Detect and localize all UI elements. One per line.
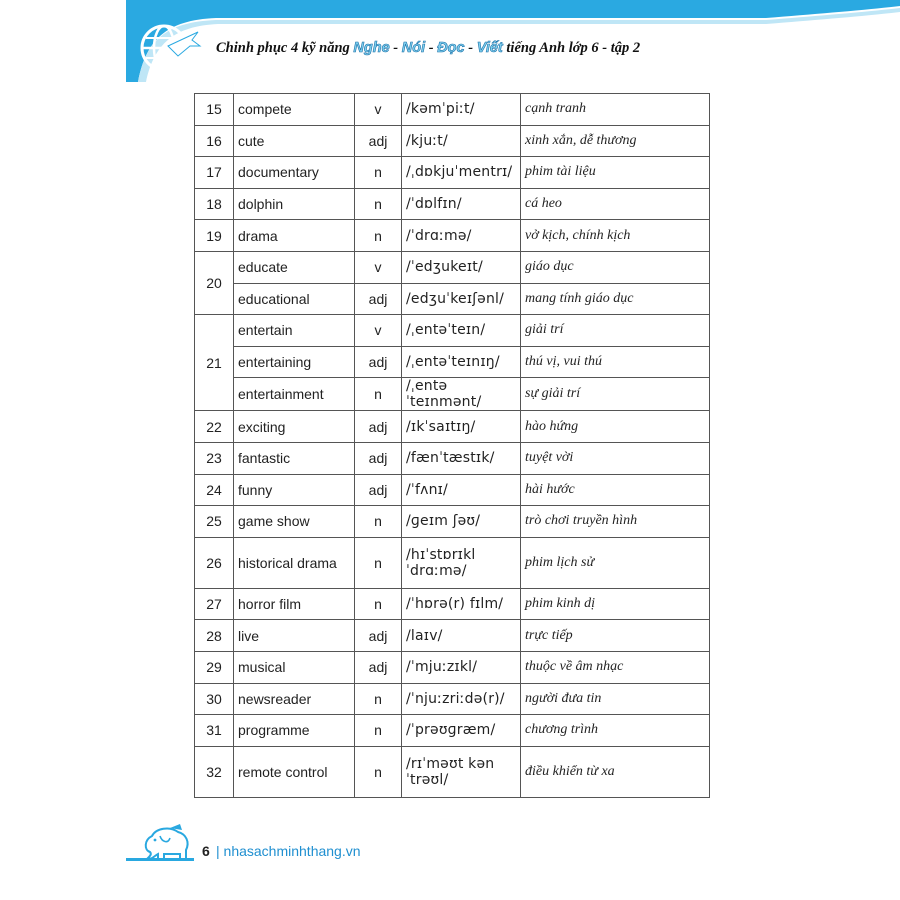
part-of-speech-cell: adj <box>355 651 402 683</box>
table-row <box>195 125 710 157</box>
row-number: 15 <box>195 94 234 126</box>
meaning-cell: tuyệt vời <box>521 442 710 474</box>
pronunciation-cell: /ˌdɒkjuˈmentrɪ/ <box>402 157 521 189</box>
word-cell: fantastic <box>234 442 355 474</box>
skill-sep-2: - <box>425 40 438 56</box>
word-cell: musical <box>234 651 355 683</box>
skill-speak: Nói <box>401 40 426 56</box>
table-row <box>195 537 710 588</box>
meaning-cell: phim lịch sử <box>521 537 710 588</box>
part-of-speech-cell: n <box>355 715 402 747</box>
page-number: 6 <box>202 843 210 859</box>
pronunciation-cell: /ˈfʌnɪ/ <box>402 474 521 506</box>
row-number: 17 <box>195 157 234 189</box>
skill-listen: Nghe <box>353 40 390 56</box>
pronunciation-cell: /edʒuˈkeɪʃənl/ <box>402 283 521 315</box>
skill-sep-1: - <box>389 40 402 56</box>
part-of-speech-cell: n <box>355 506 402 538</box>
row-number: 20 <box>195 251 234 314</box>
meaning-cell: giải trí <box>521 315 710 347</box>
part-of-speech-cell: n <box>355 157 402 189</box>
header-title <box>216 40 640 57</box>
table-row <box>195 283 710 315</box>
pronunciation-cell: /ˌentəˈteɪnɪŋ/ <box>402 346 521 378</box>
pronunciation-cell: /fænˈtæstɪk/ <box>402 442 521 474</box>
table-row <box>195 346 710 378</box>
word-cell: horror film <box>234 588 355 620</box>
pronunciation-cell: /ˈprəʊɡræm/ <box>402 715 521 747</box>
part-of-speech-cell: v <box>355 315 402 347</box>
website-link[interactable]: | nhasachminhthang.vn <box>216 843 361 859</box>
title-suffix: tiếng Anh lớp 6 - tập 2 <box>502 40 641 56</box>
row-number: 27 <box>195 588 234 620</box>
meaning-cell: điều khiển từ xa <box>521 746 710 797</box>
meaning-cell: hài hước <box>521 474 710 506</box>
table-row <box>195 251 710 283</box>
part-of-speech-cell: adj <box>355 411 402 443</box>
meaning-cell: hào hứng <box>521 411 710 443</box>
pronunciation-cell: /ˈdɒlfɪn/ <box>402 188 521 220</box>
part-of-speech-cell: adj <box>355 620 402 652</box>
word-cell: dolphin <box>234 188 355 220</box>
part-of-speech-cell: n <box>355 220 402 252</box>
pronunciation-cell: /kəmˈpiːt/ <box>402 94 521 126</box>
word-cell: programme <box>234 715 355 747</box>
word-cell: live <box>234 620 355 652</box>
part-of-speech-cell: v <box>355 94 402 126</box>
footer-accent-line <box>126 858 194 861</box>
word-cell: cute <box>234 125 355 157</box>
meaning-cell: xinh xắn, dễ thương <box>521 125 710 157</box>
table-row <box>195 188 710 220</box>
word-cell: funny <box>234 474 355 506</box>
table-row <box>195 651 710 683</box>
skill-sep-3: - <box>464 40 477 56</box>
row-number: 29 <box>195 651 234 683</box>
pronunciation-cell: /ˈnjuːzriːdə(r)/ <box>402 683 521 715</box>
meaning-cell: chương trình <box>521 715 710 747</box>
meaning-cell: sự giải trí <box>521 378 710 411</box>
part-of-speech-cell: n <box>355 683 402 715</box>
part-of-speech-cell: v <box>355 251 402 283</box>
meaning-cell: cá heo <box>521 188 710 220</box>
word-cell: entertainment <box>234 378 355 411</box>
word-cell: entertaining <box>234 346 355 378</box>
word-cell: historical drama <box>234 537 355 588</box>
part-of-speech-cell: n <box>355 188 402 220</box>
part-of-speech-cell: n <box>355 746 402 797</box>
vocabulary-table <box>194 93 710 798</box>
table-row <box>195 683 710 715</box>
globe-plane-icon <box>134 16 202 78</box>
table-row <box>195 315 710 347</box>
row-number: 21 <box>195 315 234 411</box>
table-row <box>195 157 710 189</box>
word-cell: game show <box>234 506 355 538</box>
part-of-speech-cell: adj <box>355 283 402 315</box>
meaning-cell: vở kịch, chính kịch <box>521 220 710 252</box>
skill-read: Đọc <box>437 40 465 56</box>
part-of-speech-cell: n <box>355 537 402 588</box>
table-row <box>195 588 710 620</box>
row-number: 28 <box>195 620 234 652</box>
table-row <box>195 620 710 652</box>
meaning-cell: trực tiếp <box>521 620 710 652</box>
word-cell: drama <box>234 220 355 252</box>
meaning-cell: mang tính giáo dục <box>521 283 710 315</box>
table-row <box>195 411 710 443</box>
pronunciation-cell: /laɪv/ <box>402 620 521 652</box>
word-cell: compete <box>234 94 355 126</box>
meaning-cell: trò chơi truyền hình <box>521 506 710 538</box>
pronunciation-cell: /kjuːt/ <box>402 125 521 157</box>
meaning-cell: phim tài liệu <box>521 157 710 189</box>
pronunciation-cell: /ɪkˈsaɪtɪŋ/ <box>402 411 521 443</box>
table-row <box>195 378 710 411</box>
pronunciation-cell: /ˌentəˈteɪnmənt/ <box>402 378 521 411</box>
table-row <box>195 220 710 252</box>
part-of-speech-cell: adj <box>355 346 402 378</box>
pronunciation-cell: /rɪˈməʊt kənˈtrəʊl/ <box>402 746 521 797</box>
meaning-cell: phim kinh dị <box>521 588 710 620</box>
part-of-speech-cell: adj <box>355 474 402 506</box>
word-cell: exciting <box>234 411 355 443</box>
pronunciation-cell: /ɡeɪm ʃəʊ/ <box>402 506 521 538</box>
word-cell: remote control <box>234 746 355 797</box>
table-row <box>195 94 710 126</box>
row-number: 26 <box>195 537 234 588</box>
row-number: 31 <box>195 715 234 747</box>
row-number: 25 <box>195 506 234 538</box>
pronunciation-cell: /ˈhɒrə(r) fɪlm/ <box>402 588 521 620</box>
part-of-speech-cell: adj <box>355 125 402 157</box>
word-cell: documentary <box>234 157 355 189</box>
table-row <box>195 506 710 538</box>
table-row <box>195 442 710 474</box>
skill-write: Viết <box>476 40 503 56</box>
table-row <box>195 474 710 506</box>
word-cell: educate <box>234 251 355 283</box>
row-number: 24 <box>195 474 234 506</box>
part-of-speech-cell: n <box>355 588 402 620</box>
part-of-speech-cell: n <box>355 378 402 411</box>
meaning-cell: giáo dục <box>521 251 710 283</box>
row-number: 32 <box>195 746 234 797</box>
meaning-cell: thú vị, vui thú <box>521 346 710 378</box>
row-number: 23 <box>195 442 234 474</box>
row-number: 19 <box>195 220 234 252</box>
row-number: 16 <box>195 125 234 157</box>
pronunciation-cell: /hɪˈstɒrɪkl ˈdrɑːmə/ <box>402 537 521 588</box>
row-number: 22 <box>195 411 234 443</box>
title-prefix: Chinh phục 4 kỹ năng <box>216 40 354 56</box>
pronunciation-cell: /ˈdrɑːmə/ <box>402 220 521 252</box>
pronunciation-cell: /ˈmjuːzɪkl/ <box>402 651 521 683</box>
pronunciation-cell: /ˌentəˈteɪn/ <box>402 315 521 347</box>
word-cell: educational <box>234 283 355 315</box>
row-number: 30 <box>195 683 234 715</box>
pronunciation-cell: /ˈedʒukeɪt/ <box>402 251 521 283</box>
table-row <box>195 715 710 747</box>
part-of-speech-cell: adj <box>355 442 402 474</box>
meaning-cell: thuộc về âm nhạc <box>521 651 710 683</box>
row-number: 18 <box>195 188 234 220</box>
table-row <box>195 746 710 797</box>
word-cell: entertain <box>234 315 355 347</box>
meaning-cell: người đưa tin <box>521 683 710 715</box>
word-cell: newsreader <box>234 683 355 715</box>
meaning-cell: cạnh tranh <box>521 94 710 126</box>
